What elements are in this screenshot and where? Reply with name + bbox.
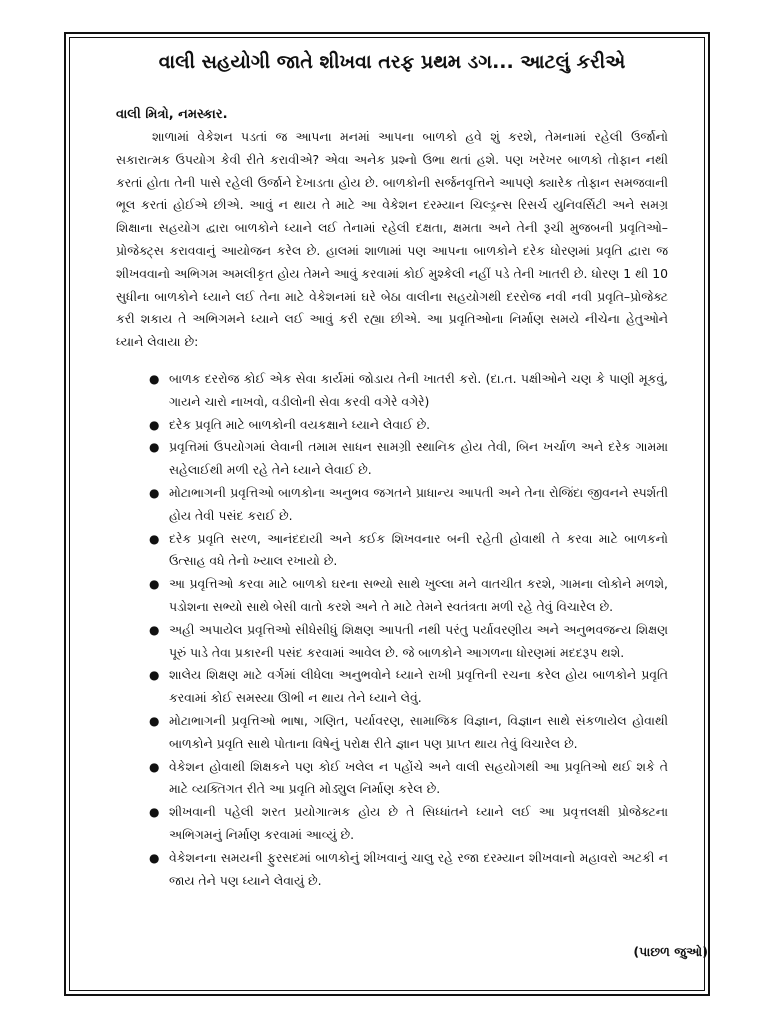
list-item-text: આ પ્રવૃત્તિઓ કરવા માટે બાળકો ઘરના સભ્યો સાથે ખુલ્લા મને વાતચીત કરશે, ગામના લોકોને મળશે, પડોશના સભ્યો સાથે બેસી વાતો કરશે અને તે માટે તેમને સ્વતંત્રતા મળી રહે તેવું વિચારેલ છે.: [169, 576, 668, 614]
bullet-icon: ●: [149, 850, 160, 865]
list-item: [149, 710, 668, 756]
bullet-icon: ●: [149, 417, 160, 432]
list-item-text: અહી અપાયેલ પ્રવૃત્તિઓ સીધેસીધું શિક્ષણ આપતી નથી પરંતુ પર્યાવરણીય અને અનુભવજન્ય શિક્ષણ પૂરું પાડે તેવા પ્રકારની પસંદ કરવામાં આવેલ છે. જે બાળકોને આગળના ધોરણમાં મદદરૂપ થશે.: [169, 621, 668, 660]
list-item-text: વેકેશનના સમયની ફુરસદમાં બાળકોનું શીખવાનું ચાલુ રહે રજા દરમ્યાન શીખવાનો મહાવરો અટકી ન જાય તેને પણ ધ્યાને લેવાયું છે.: [169, 849, 668, 888]
list-item: [149, 664, 668, 710]
objectives-list: [116, 368, 668, 892]
list-item: [149, 756, 668, 802]
list-item-text: મોટાભાગની પ્રવૃત્તિઓ ભાષા, ગણિત, પર્યાવરણ, સામાજિક વિજ્ઞાન, વિજ્ઞાન સાથે સંકળાયેલ હોવાથી બાળકોને પ્રવૃતિ સાથે પોતાના વિષેનું પરોક્ષ રીતે જ્ઞાન પણ પ્રાપ્ત થાય તેવું વિચારેલ છે.: [169, 712, 668, 751]
list-item-text: મોટાભાગની પ્રવૃત્તિઓ બાળકોના અનુભવ જગતને પ્રાધાન્ય આપતી અને તેના રોજિંદા જીવનને સ્પર્શતી હોય તેવી પસંદ કરાઈ છે.: [169, 484, 668, 523]
list-item: [149, 414, 668, 437]
bullet-icon: ●: [149, 668, 160, 683]
see-overleaf-note: (પાછળ જુઓ): [633, 944, 708, 959]
list-item: [149, 482, 668, 528]
list-item: [149, 573, 668, 619]
list-item: [149, 619, 668, 665]
bullet-icon: ●: [149, 531, 160, 546]
bullet-icon: ●: [149, 713, 160, 728]
list-item: [149, 436, 668, 482]
list-item-text: દરેક પ્રવૃતિ માટે બાળકોની વયકક્ષાને ધ્યાને લેવાઈ છે.: [169, 416, 431, 432]
list-item: [149, 528, 668, 574]
list-item-text: દરેક પ્રવૃતિ સરળ, આનંદદાયી અને કઈક શિખવનાર બની રહેતી હોવાથી તે કરવા માટે બાળકનો ઉત્સાહ વધે તેનો ખ્યાલ રખાયો છે.: [169, 530, 668, 569]
bullet-icon: ●: [149, 805, 160, 820]
bullet-icon: ●: [149, 622, 160, 637]
list-item: [149, 801, 668, 847]
bullet-icon: ●: [149, 577, 160, 592]
document-body: [116, 46, 668, 892]
list-item-text: વેકેશન હોવાથી શિક્ષકને પણ કોઈ ખલેલ ન પહોંચે અને વાલી સહયોગથી આ પ્રવૃતિઓ થઈ શકે તે માટે વ્યક્તિગત રીતે આ પ્રવૃતિ મોડ્યુલ નિર્માણ કરેલ છે.: [169, 758, 668, 797]
document-title: વાલી સહયોગી જાતે શીખવા તરફ પ્રથમ ડગ... આટલું કરીએ: [158, 51, 626, 73]
list-item: [149, 847, 668, 893]
list-item-text: બાળક દરરોજ કોઈ એક સેવા કાર્યમાં જોડાય તેની ખાતરી કરો. (દા.ત. પક્ષીઓને ચણ કે પાણી મૂકવું, ગાયને ચારો નાખવો, વડીલોની સેવા કરવી વગેરે વગેરે): [169, 370, 668, 409]
bullet-icon: ●: [149, 485, 160, 500]
list-item: [149, 368, 668, 414]
list-item-text: શાલેય શિક્ષણ માટે વર્ગમાં લીધેલા અનુભવોને ધ્યાને રાખી પ્રવૃત્તિની રચના કરેલ હોય બાળકોને પ્રવૃતિ કરવામાં કોઈ સમસ્યા ઊભી ન થાય તેને ધ્યાને લેવું.: [169, 667, 668, 706]
intro-paragraph: શાળામાં વેકેશન પડતાં જ આપના મનમાં આપના બાળકો હવે શું કરશે, તેમનામાં રહેલી ઉર્જાનો સકારાત્મક ઉપયોગ કેવી રીતે કરાવીએ? એવા અનેક પ્રશ્નો ઉભા થતાં હશે. પણ ખરેખર બાળકો તોફાન નથી કરતાં હોતા તેની પાસે રહેલી ઉર્જાને દેખાડતા હોય છે. બાળકોની સર્જનવૃત્તિને આપણે ક્યારેક તોફાન સમજવાની ભૂલ કરતાં હોઈએ છીએ. આવું ન થાય તે માટે આ વેકેશન દરમ્યાન ચિલ્ડ્રન્સ રિસર્ચ યુનિવર્સિટી અને સમગ્ર શિક્ષાના સહયોગ દ્વારા બાળકોને ધ્યાને લઈ તેનામાં રહેલી દક્ષતા, ક્ષમતા અને તેની રૂચી મુજબની પ્રવૃતિઓ–પ્રોજેક્ટ્સ કરાવવાનું આયોજન કરેલ છે. હાલમાં શાળામાં પણ આપના બાળકોને દરેક ધોરણમાં પ્રવૃતિ દ્વારા જ શીખવવાનો અભિગમ અમલીકૃત હોય તેમને આવું કરવામાં કોઈ મુશ્કેલી નહીં પડે તેની ખાતરી છે. ધોરણ 1 થી 10 સુધીના બાળકોને ધ્યાને લઈ તેના માટે વેકેશનમાં ઘરે બેઠા વાલીના સહયોગથી દરરોજ નવી નવી પ્રવૃતિ–પ્રોજેક્ટ કરી શકાય તે અભિગમને ધ્યાને લઈ આવું કરી રહ્યા છીએ. આ પ્રવૃતિઓના નિર્માણ સમયે નીચેના હેતુઓને ધ્યાને લેવાયા છે:: [116, 129, 668, 350]
list-item-text: પ્રવૃત્તિમાં ઉપયોગમાં લેવાની તમામ સાધન સામગ્રી સ્થાનિક હોય તેવી, બિન ખર્ચાળ અને દરેક ગામમા સહેલાઈથી મળી રહે તેને ધ્યાને લેવાઈ છે.: [169, 439, 668, 478]
bullet-icon: ●: [149, 371, 160, 386]
list-item-text: શીખવાની પહેલી શરત પ્રયોગાત્મક હોય છે તે સિધ્ધાંતને ધ્યાને લઈ આ પ્રવૃત્તલક્ષી પ્રોજેક્ટના અભિગમનું નિર્માણ કરવામાં આવ્યું છે.: [169, 804, 668, 842]
bullet-icon: ●: [149, 440, 160, 455]
greeting: વાલી મિત્રો, નમસ્કાર.: [116, 107, 228, 122]
bullet-icon: ●: [149, 759, 160, 774]
